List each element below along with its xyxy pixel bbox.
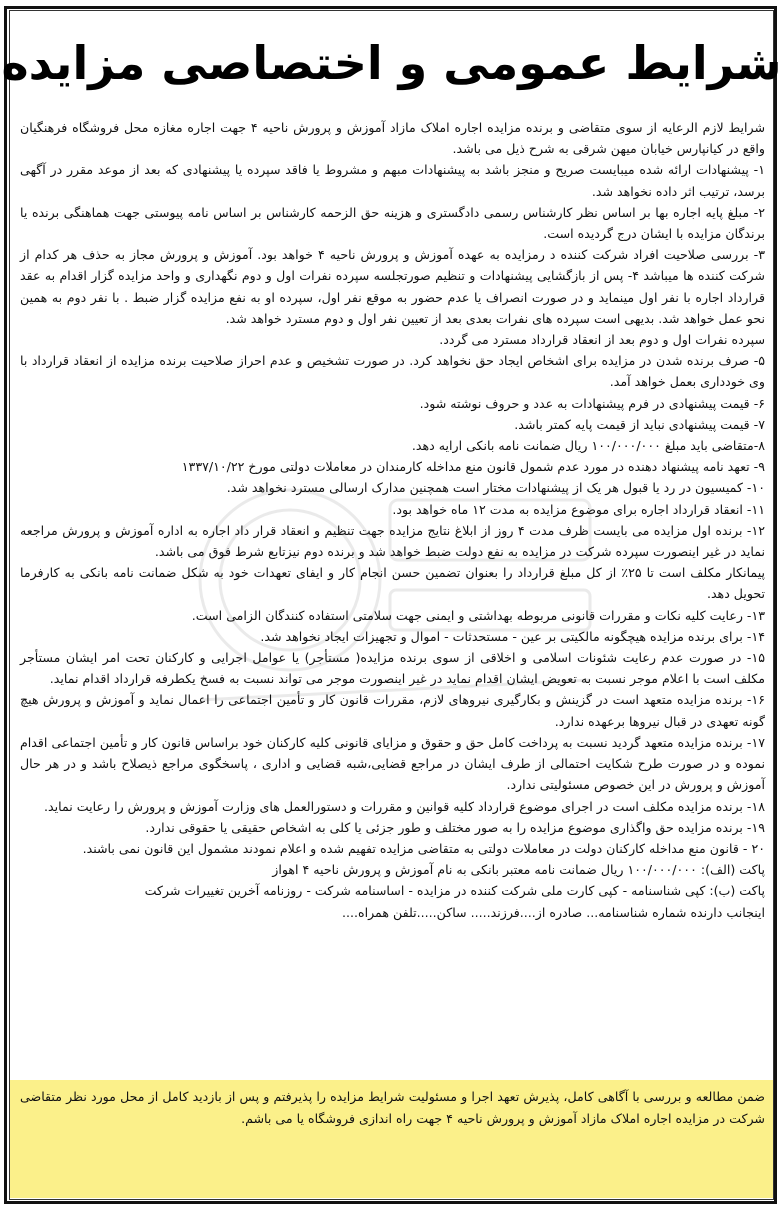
envelope-a: پاکت (الف): ۱۰۰/۰۰۰/۰۰۰ ریال ضمانت نامه معتبر بانکی به نام آموزش و پرورش ناحیه ۴ اهواز [272,862,765,878]
condition-item: ۱۷- برنده مزایده متعهد گردید نسبت به پرداخت کامل حق و حقوق و مزایای قانونی کلیه کارکنان خود براساس قانون کار و تأمین اجتماعی اقدام نموده و در صورت طرح شکایت احتمالی از طرف ایشان در مراجع قضایی،شبه قضایی و اداری ، پاسخگوی مراجع ذیصلاح باشد و در هر حال آموزش و پرورش در این خصوص مسئولیتی ندارد. [20,734,765,793]
condition-item: ۲- مبلغ پایه اجاره بها بر اساس نظر کارشناس رسمی دادگستری و هزینه حق الزحمه کارشناس بر اساس نامه پیوستی جهت هماهنگی برنده یا برندگان مزایده با ایشان درج گردیده است. [20,204,765,242]
condition-item: ۱۱- انعقاد قرارداد اجاره برای موضوع مزایده به مدت ۱۲ ماه خواهد بود. [392,501,765,517]
condition-item: ۱۲- برنده اول مزایده می بایست ظرف مدت ۴ روز از ابلاغ نتایج مزایده جهت تنظیم و انعقاد قرار داد اجاره به اداره آموزش و پرورش مراجعه نماید در غیر اینصورت سپرده شرکت در مزایده به نفع دولت ضبط خواهد شد و برنده دوم نیزتابع شرط فوق می باشد. [20,522,765,560]
condition-item: سپرده نفرات اول و دوم بعد از انعقاد قرارداد مسترد می گردد. [439,332,765,348]
condition-item: ۸-متقاضی باید مبلغ ۱۰۰/۰۰۰/۰۰۰ ریال ضمانت نامه بانکی ارایه دهد. [411,438,765,454]
condition-item: ۱۵- در صورت عدم رعایت شئونات اسلامی و اخلاقی از سوی برنده مزایده( مستأجر) یا عوامل اجرایی و کارکنان تحت امر ایشان مستأجر مکلف است با اعلام موجر نسبت به تعویض ایشان اقدام نماید در غیر اینصورت موجر می تواند نسبت به فسخ یکطرفه قرارداد اقدام نماید. [20,650,765,687]
condition-item: ۱۳- رعایت کلیه نکات و مقررات قانونی مربوطه بهداشتی و ایمنی جهت سلامتی استفاده کنندگان الزامی است. [191,607,765,623]
condition-item: ۱۹- برنده مزایده حق واگذاری موضوع مزایده را به صور مختلف و طور جزئی یا کلی به اشخاص حقیقی یا حقوقی ندارد. [145,819,765,835]
condition-item: ۶- قیمت پیشنهادی در فرم پیشنهادات به عدد و حروف نوشته شود. [419,395,765,411]
page-title: شرایط عمومی و اختصاصی مزایده [1,36,782,90]
envelope-b: پاکت (ب): کپی شناسنامه - کپی کارت ملی شرکت کننده در مزایده - اساسنامه شرکت - روزنامه آخرین تغییرات شرکت [144,883,765,899]
condition-item: ۵- صرف برنده شدن در مزایده برای اشخاص ایجاد حق نخواهد کرد. در صورت تشخیص و عدم احراز صلاحیت برنده مزایده از انعقاد قرارداد با وی خودداری بعمل خواهد آمد. [20,353,765,390]
intro-paragraph: شرایط لازم الرعایه از سوی متقاضی و برنده مزایده اجاره املاک مازاد آموزش و پرورش ناحیه ۴ جهت اجاره مغازه محل فروشگاه فرهنگیان واقع در کیانپارس خیابان میهن شرقی به شرح ذیل می باشد. [20,120,766,157]
condition-item: ۲۰ - قانون منع مداخله کارکنان دولت در معاملات دولتی به متقاضی مزایده تفهیم شده و اعلام نمودند مشمول این قانون نمی باشند. [82,840,765,856]
conditions-body [20,117,765,923]
declarant-line: اینجانب دارنده شماره شناسنامه... صادره از....فرزند..... ساکن.....تلفن همراه.... [342,904,765,920]
condition-item: پیمانکار مکلف است تا ۲۵٪ از کل مبلغ قرارداد را بعنوان تضمین حسن انجام کار و ایفای تعهدات خود به شکل ضمانت نامه بانکی به کارفرما تحویل دهد. [20,565,765,602]
condition-item: ۱۰- کمیسیون در رد یا قبول هر یک از پیشنهادات مختار است همچنین مدارک ارسالی مسترد نخواهد شد. [226,480,765,496]
condition-item: ۱۶- برنده مزایده متعهد است در گزینش و بکارگیری نیروهای لازم، مقررات قانون کار و تأمین اجتماعی را اعمال نماید و آموزش و پرورش هیچ گونه تعهدی در قبال نیروها برعهده ندارد. [20,692,765,729]
condition-item: ۹- تعهد نامه پیشنهاد دهنده در مورد عدم شمول قانون منع مداخله کارمندان در معاملات دولتی مورخ ۱۳۳۷/۱۰/۲۲ [181,459,765,475]
acknowledgement-text: ضمن مطالعه و بررسی با آگاهی کامل، پذیرش تعهد اجرا و مسئولیت شرایط مزایده را پذیرفتم و پس از بازدید کامل از محل مورد نظر متقاضی شرکت در مزایده اجاره املاک مازاد آموزش و پرورش ناحیه ۴ جهت راه اندازی فروشگاه یا می باشم. [20,1089,765,1126]
condition-item: ۳- بررسی صلاحیت افراد شرکت کننده د رمزایده به عهده آموزش و پرورش ناحیه ۴ خواهد بود. آموزش و پرورش مجاز به حذف هر کدام از شرکت کننده ها میباشد ۴- پس از بازگشایی پیشنهادات و تنظیم صورتجلسه سپرده نفرات اول و دوم نگهداری و واحد مزایده گزار اقدام به عقد قرارداد اجاره با نفر اول مینماید و در صورت انصراف یا عدم حضور به موقع نفر اول، سپرده او به نفع مزایده گزار ضبط . با نفر دوم به همین نحو عمل خواهد شد. بدیهی است سپرده های نفرات بعدی بعد از تعیین نفر اول و دوم مسترد خواهد شد. [20,247,765,326]
condition-item: ۱۸- برنده مزایده مکلف است در اجرای موضوع قرارداد کلیه قوانین و مقررات و دستورالعمل های وزارت آموزش و پرورش را رعایت نماید. [44,798,765,814]
condition-item: ۱۴- برای برنده مزایده هیچگونه مالکیتی بر عین - مستحدثات - اموال و تجهیزات ایجاد نخواهد شد. [260,628,765,644]
condition-item: ۱- پیشنهادات ارائه شده میبایست صریح و منجز باشد به پیشنهادات مبهم و مشروط یا فاقد سپرده یا پیشنهادی که بعد از موعد مقرر در آگهی برسد، ترتیب اثر داده نخواهد شد. [20,162,765,199]
condition-item: ۷- قیمت پیشنهادی نباید از قیمت پایه کمتر باشد. [514,416,765,432]
